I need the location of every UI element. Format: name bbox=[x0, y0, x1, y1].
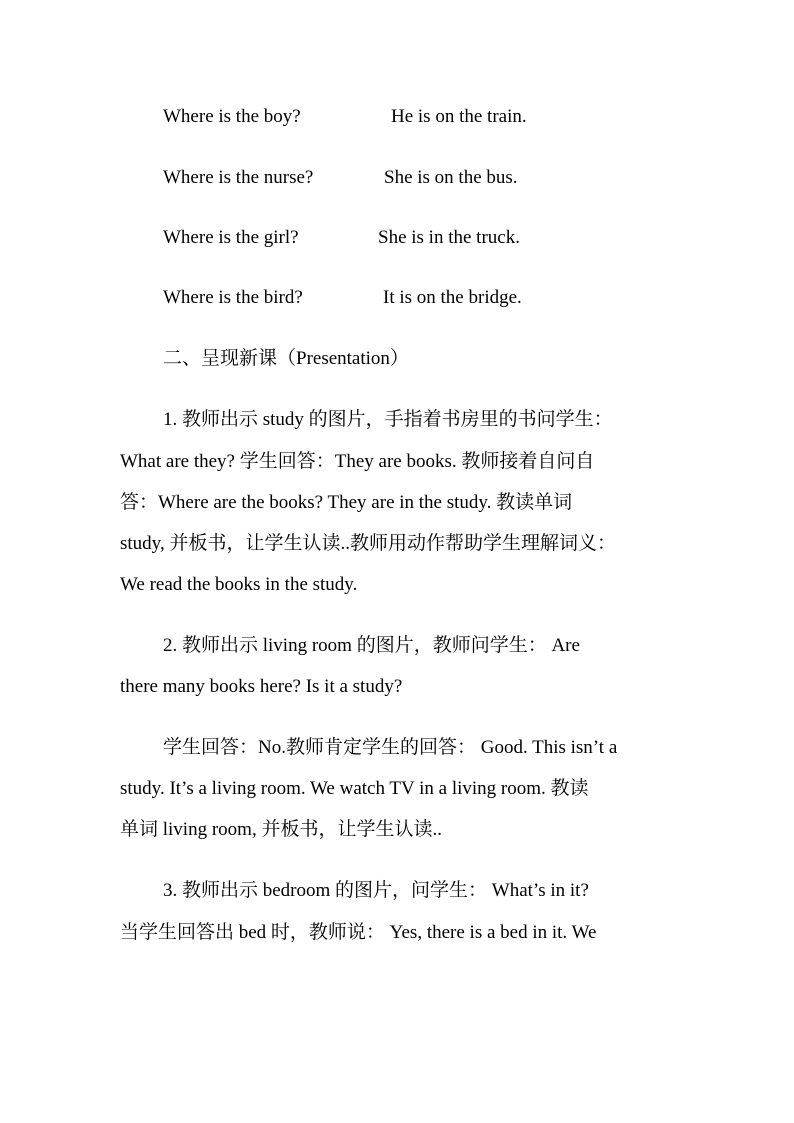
step1-line5: We read the books in the study. bbox=[120, 574, 358, 595]
answer-4: It is on the bridge. bbox=[383, 287, 522, 308]
question-4: Where is the bird? bbox=[163, 287, 303, 308]
step2-line2: there many books here? Is it a study? bbox=[120, 676, 403, 697]
step3-line1: 3. 教师出示 bedroom 的图片，问学生： What’s in it? bbox=[163, 880, 589, 901]
question-2: Where is the nurse? bbox=[163, 167, 314, 188]
step2-line4: study. It’s a living room. We watch TV in a living room. 教读 bbox=[120, 778, 589, 799]
step2-line1: 2. 教师出示 living room 的图片，教师问学生： Are bbox=[163, 635, 580, 656]
step1-line4: study, 并板书，让学生认读..教师用动作帮助学生理解词义： bbox=[120, 533, 616, 554]
step1-line2: What are they? 学生回答：They are books. 教师接着自问自 bbox=[120, 451, 595, 472]
step1-line1: 1. 教师出示 study 的图片，手指着书房里的书问学生： bbox=[163, 409, 613, 430]
answer-3: She is in the truck. bbox=[378, 227, 520, 248]
answer-1: He is on the train. bbox=[391, 106, 527, 127]
step2-line5: 单词 living room, 并板书，让学生认读.. bbox=[120, 819, 442, 840]
step3-line2: 当学生回答出 bed 时，教师说： Yes, there is a bed in it. We bbox=[120, 922, 597, 943]
question-3: Where is the girl? bbox=[163, 227, 299, 248]
answer-2: She is on the bus. bbox=[384, 167, 518, 188]
question-1: Where is the boy? bbox=[163, 106, 301, 127]
section-heading: 二、呈现新课（Presentation） bbox=[163, 348, 409, 369]
step2-line3: 学生回答：No.教师肯定学生的回答： Good. This isn’t a bbox=[163, 737, 618, 758]
step1-line3: 答：Where are the books? They are in the study. 教读单词 bbox=[120, 492, 573, 513]
